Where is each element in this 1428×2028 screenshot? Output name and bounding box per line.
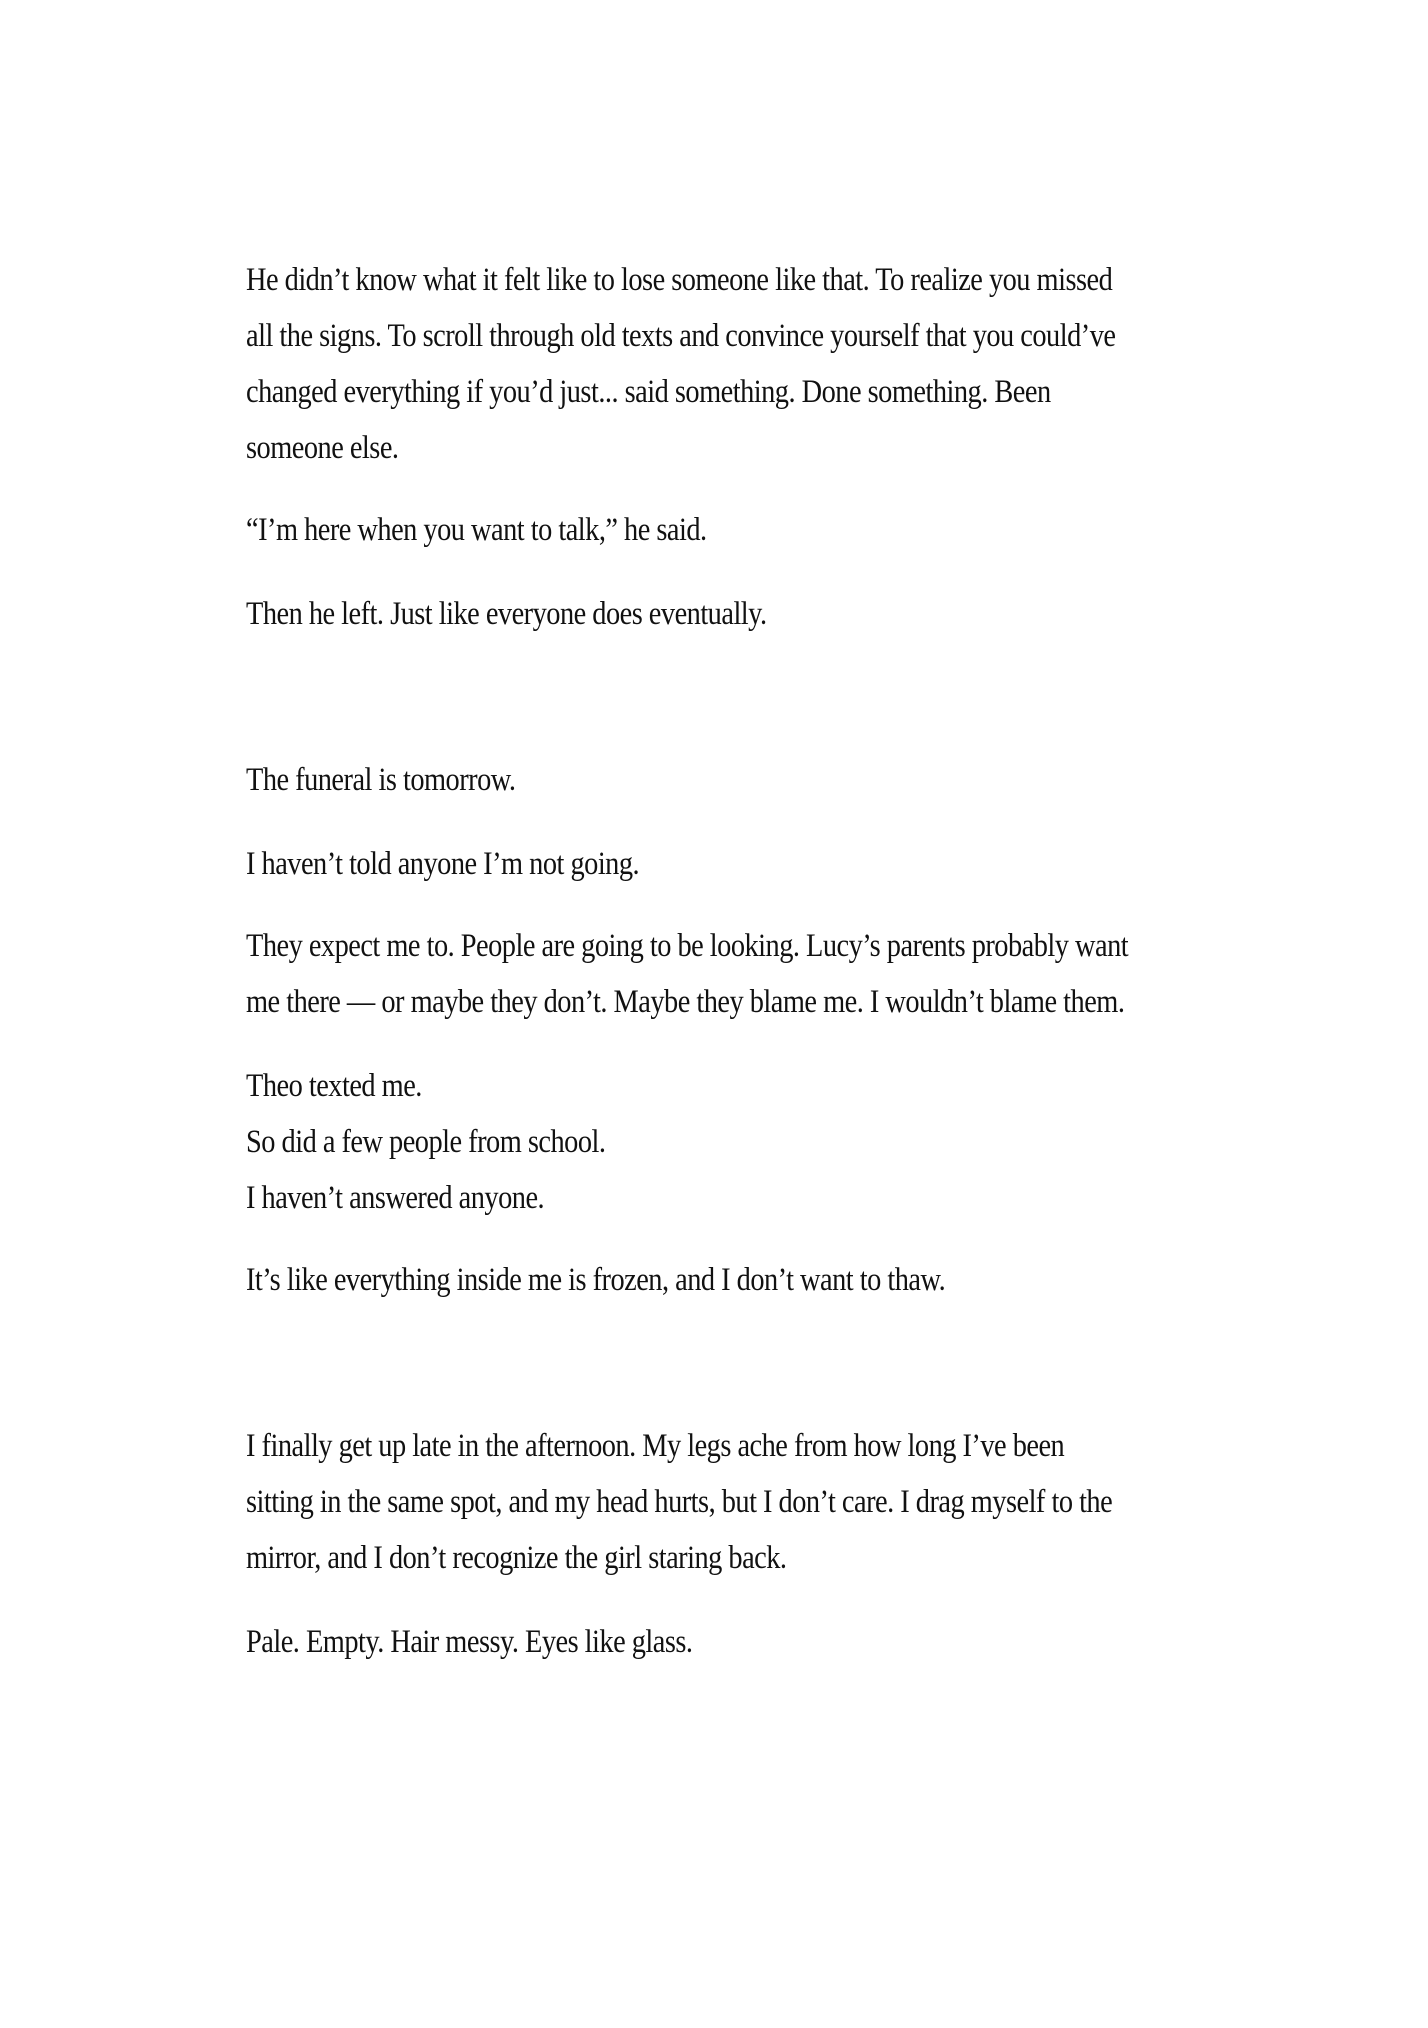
paragraph-get-up [246, 1418, 1113, 1586]
paragraph-lose-someone [246, 252, 1116, 476]
text-line: Then he left. Just like everyone does eventually. [246, 596, 767, 632]
text-line: someone else. [246, 430, 399, 466]
text-line: So did a few people from school. [246, 1124, 606, 1160]
paragraph-he-left [246, 586, 1072, 642]
text-line: all the signs. To scroll through old texts and convince yourself that you could’ve [246, 318, 1116, 354]
paragraph-not-going [246, 836, 1072, 892]
text-line: “I’m here when you want to talk,” he said. [246, 512, 707, 548]
paragraph-frozen [246, 1252, 1072, 1308]
text-line: He didn’t know what it felt like to lose someone like that. To realize you missed [246, 262, 1113, 298]
text-line: The funeral is tomorrow. [246, 762, 516, 798]
paragraph-funeral [246, 752, 1072, 808]
text-line: me there — or maybe they don’t. Maybe they blame me. I wouldn’t blame them. [246, 984, 1125, 1020]
text-line: I haven’t answered anyone. [246, 1180, 545, 1216]
paragraph-pale-empty [246, 1614, 1072, 1670]
paragraph-here-to-talk [246, 502, 1072, 558]
text-line: I haven’t told anyone I’m not going. [246, 846, 640, 882]
text-line: mirror, and I don’t recognize the girl staring back. [246, 1540, 787, 1576]
text-line: They expect me to. People are going to be looking. Lucy’s parents probably want [246, 928, 1129, 964]
text-line: Pale. Empty. Hair messy. Eyes like glass. [246, 1624, 693, 1660]
text-line: changed everything if you’d just... said something. Done something. Been [246, 374, 1051, 410]
paragraph-they-expect [246, 918, 1129, 1030]
text-line: Theo texted me. [246, 1068, 422, 1104]
text-line: sitting in the same spot, and my head hurts, but I don’t care. I drag myself to the [246, 1484, 1113, 1520]
paragraph-texted [246, 1058, 1072, 1226]
text-line: I finally get up late in the afternoon. My legs ache from how long I’ve been [246, 1428, 1065, 1464]
text-line: It’s like everything inside me is frozen, and I don’t want to thaw. [246, 1262, 946, 1298]
